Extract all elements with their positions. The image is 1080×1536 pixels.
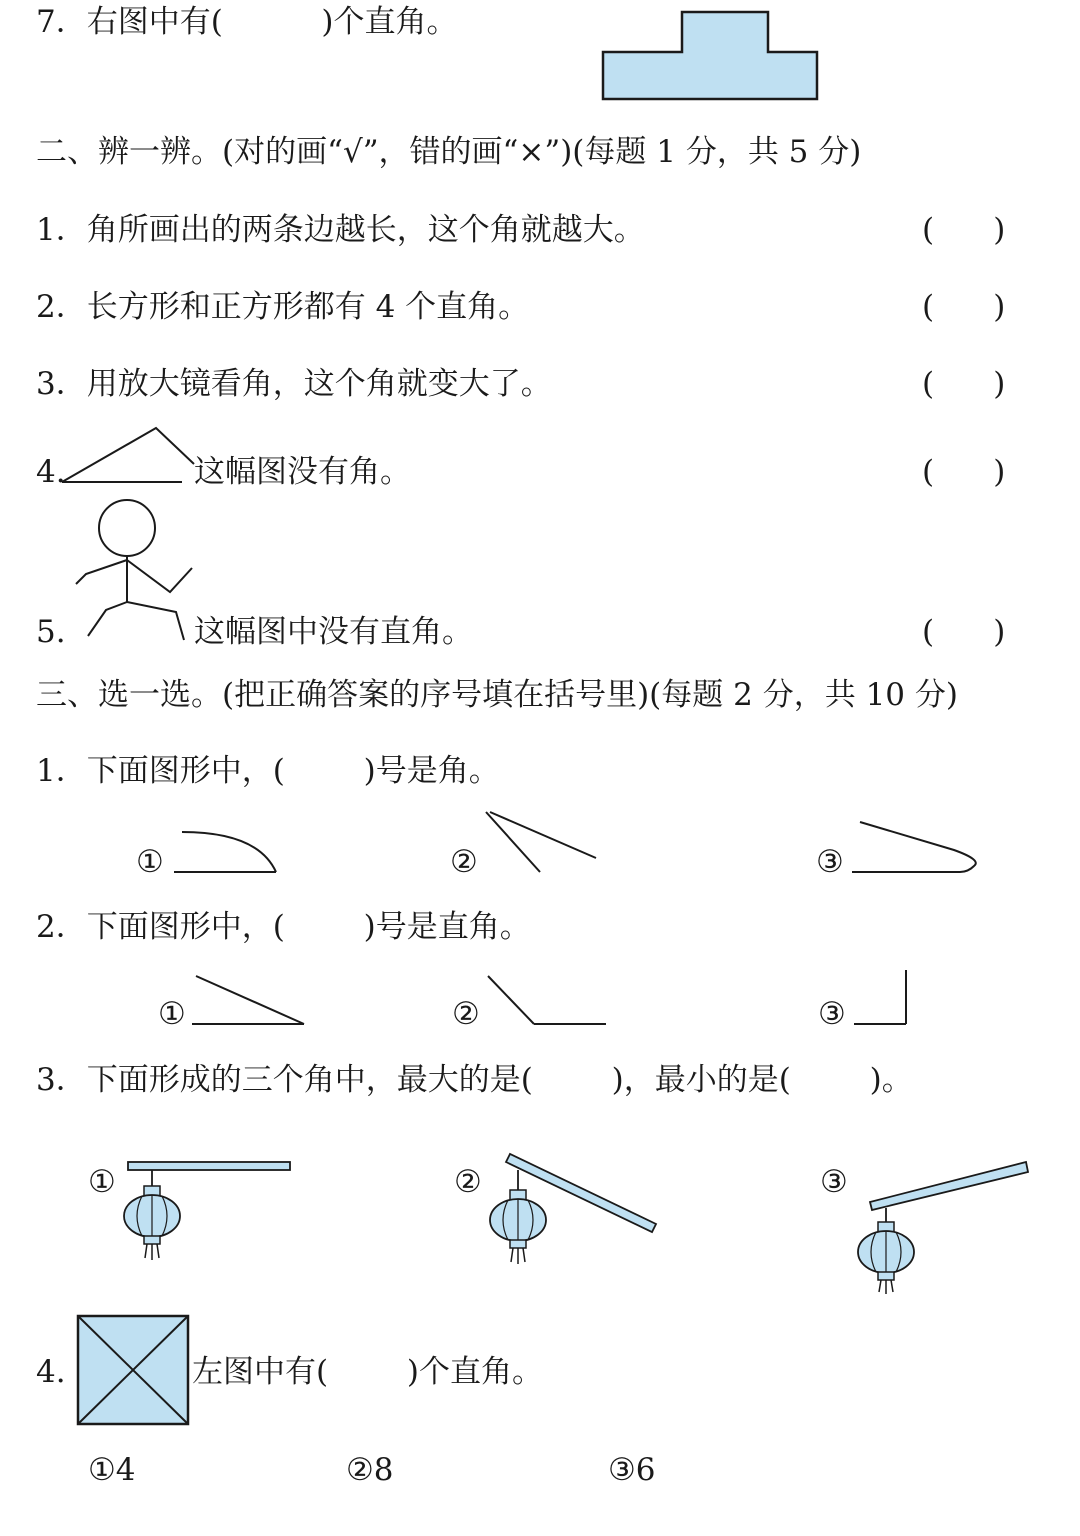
s2-item-3: 3．用放大镜看角，这个角就变大了。 <box>36 366 552 402</box>
s3-q4-number: 4. <box>36 1354 66 1390</box>
section3-title: 三、选一选。(把正确答案的序号填在括号里)(每题 2 分，共 10 分) <box>36 677 958 713</box>
s3-q2-figure-2 <box>486 972 610 1030</box>
s3-q1-label-2: ② <box>450 844 478 880</box>
q7-text: 7．右图中有( )个直角。 <box>36 4 458 40</box>
s3-q2-label-2: ② <box>452 996 480 1032</box>
s3-q2-text: 2．下面图形中，( )号是直角。 <box>36 909 531 945</box>
s2-answer-3[interactable]: ( ) <box>922 366 1006 402</box>
s3-q2-label-1: ① <box>158 996 186 1032</box>
s3-q1-label-1: ① <box>136 844 164 880</box>
s3-q2-figure-3 <box>852 966 914 1030</box>
s2-item-4-angle-figure <box>60 424 200 488</box>
s3-q3-lantern-1 <box>118 1158 298 1266</box>
s2-item-4-number: 4. <box>36 454 66 490</box>
s3-q4-option-3[interactable]: ③6 <box>608 1452 656 1488</box>
s3-q2-figure-1 <box>190 972 310 1030</box>
s3-q2-label-3: ③ <box>818 996 846 1032</box>
s3-q1-figure-1 <box>170 826 282 878</box>
s3-q4-text: 左图中有( )个直角。 <box>192 1354 544 1390</box>
s2-item-2: 2．长方形和正方形都有 4 个直角。 <box>36 289 530 325</box>
s2-item-5-number: 5. <box>36 614 66 650</box>
s3-q3-text: 3．下面形成的三个角中，最大的是( )，最小的是( )。 <box>36 1062 913 1098</box>
s3-q1-figure-2 <box>484 808 600 878</box>
s2-answer-2[interactable]: ( ) <box>922 289 1006 325</box>
s3-q1-figure-3 <box>850 816 982 878</box>
s3-q3-lantern-3 <box>852 1158 1032 1294</box>
s3-q4-option-2[interactable]: ②8 <box>346 1452 394 1488</box>
s2-item-4-text: 这幅图没有角。 <box>194 454 411 490</box>
s3-q3-lantern-2 <box>486 1156 662 1268</box>
s2-item-5-stick-figure <box>60 498 200 648</box>
s2-answer-1[interactable]: ( ) <box>922 212 1006 248</box>
s3-q1-text: 1．下面图形中，( )号是角。 <box>36 753 500 789</box>
s2-answer-5[interactable]: ( ) <box>922 614 1006 650</box>
s2-item-1: 1．角所画出的两条边越长，这个角就越大。 <box>36 212 645 248</box>
q7-stepped-shape <box>600 8 822 104</box>
s3-q4-square-figure <box>76 1314 192 1428</box>
s2-item-5-text: 这幅图中没有直角。 <box>194 614 473 650</box>
s3-q4-option-1[interactable]: ①4 <box>88 1452 136 1488</box>
s3-q3-label-3: ③ <box>820 1164 848 1200</box>
s3-q1-label-3: ③ <box>816 844 844 880</box>
section2-title: 二、辨一辨。(对的画“√”，错的画“×”)(每题 1 分，共 5 分) <box>36 134 862 170</box>
s2-answer-4[interactable]: ( ) <box>922 454 1006 490</box>
s3-q3-label-1: ① <box>88 1164 116 1200</box>
s3-q3-label-2: ② <box>454 1164 482 1200</box>
